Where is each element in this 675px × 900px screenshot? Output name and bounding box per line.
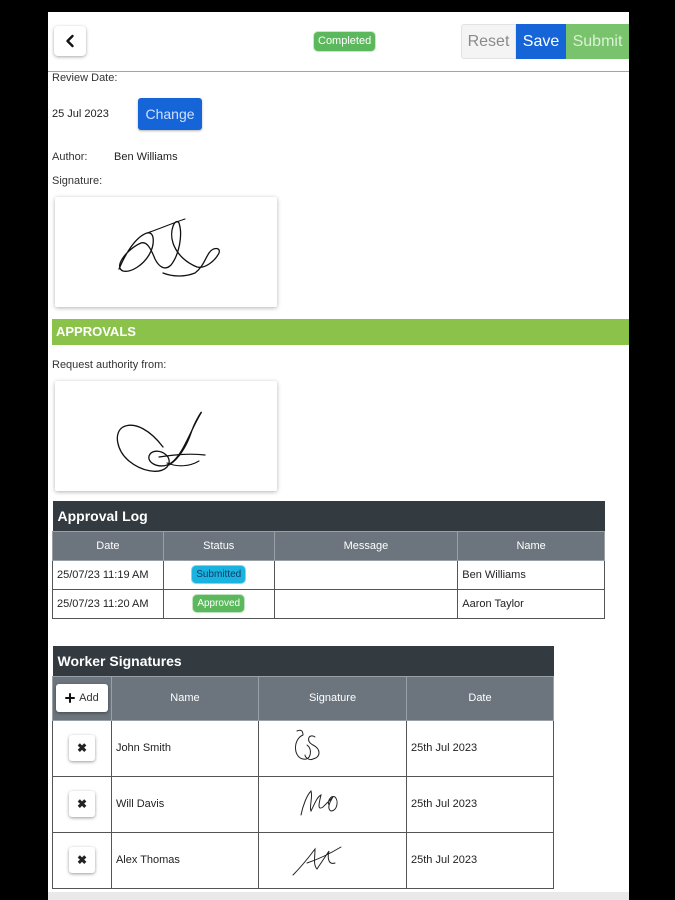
close-icon: ✖	[76, 741, 87, 755]
worker-signatures-table	[52, 646, 554, 889]
plus-icon	[65, 693, 75, 703]
reset-button[interactable]: Reset	[461, 24, 516, 59]
worker-row	[53, 720, 554, 776]
add-worker-label: Add	[79, 692, 99, 704]
worker-col-signature: Signature	[259, 676, 407, 720]
approver-signature-image	[55, 381, 277, 491]
approval-log-col-date: Date	[53, 531, 164, 560]
worker-signature-image	[259, 777, 406, 829]
approval-log-row	[53, 560, 605, 589]
worker-date: 25th Jul 2023	[407, 776, 554, 832]
save-button[interactable]: Save	[516, 24, 566, 59]
add-worker-button[interactable]	[56, 684, 108, 712]
request-authority-label: Request authority from:	[52, 359, 167, 371]
status-badge: Completed	[314, 32, 375, 51]
author-signature-image	[55, 197, 277, 307]
approval-log-row	[53, 589, 605, 618]
review-date-label: Review Date:	[52, 72, 118, 84]
remove-worker-button[interactable]	[69, 847, 95, 873]
author-signature-pad[interactable]	[55, 197, 277, 307]
worker-signature-cell	[259, 832, 407, 888]
approval-log-col-name: Name	[458, 531, 605, 560]
approval-log-date: 25/07/23 11:20 AM	[53, 589, 164, 618]
approval-log-col-message: Message	[274, 531, 458, 560]
worker-signatures-title: Worker Signatures	[53, 646, 554, 676]
close-icon: ✖	[76, 797, 87, 811]
close-icon: ✖	[76, 853, 87, 867]
worker-col-date: Date	[407, 676, 554, 720]
approval-log-table	[52, 501, 605, 619]
approver-signature-pad[interactable]	[55, 381, 277, 491]
worker-name: John Smith	[111, 720, 258, 776]
worker-signature-image	[259, 833, 406, 885]
bottom-strip	[48, 892, 629, 900]
status-pill-approved: Approved	[193, 595, 244, 612]
worker-date: 25th Jul 2023	[407, 832, 554, 888]
author-label: Author:	[52, 151, 88, 163]
back-button[interactable]	[54, 26, 86, 56]
worker-name: Alex Thomas	[111, 832, 258, 888]
approval-log-col-status: Status	[163, 531, 274, 560]
approval-log-name: Ben Williams	[458, 560, 605, 589]
status-pill-submitted: Submitted	[192, 566, 245, 583]
action-button-group	[461, 24, 629, 59]
approvals-section-header: APPROVALS	[52, 319, 629, 345]
worker-signature-image	[259, 721, 406, 773]
worker-col-name: Name	[111, 676, 258, 720]
remove-worker-button[interactable]	[69, 791, 95, 817]
worker-signature-cell	[259, 776, 407, 832]
submit-button[interactable]: Submit	[566, 24, 629, 59]
review-form-page	[48, 12, 629, 900]
signature-label: Signature:	[52, 175, 103, 187]
author-value: Ben Williams	[114, 151, 178, 163]
form-header	[48, 12, 629, 72]
approval-log-title: Approval Log	[53, 501, 605, 531]
worker-signature-cell	[259, 720, 407, 776]
change-date-button[interactable]: Change	[138, 98, 202, 130]
approval-log-name: Aaron Taylor	[458, 589, 605, 618]
review-date-value: 25 Jul 2023	[52, 108, 109, 120]
worker-name: Will Davis	[111, 776, 258, 832]
approval-log-message	[274, 589, 458, 618]
approval-log-message	[274, 560, 458, 589]
worker-row	[53, 776, 554, 832]
remove-worker-button[interactable]	[69, 735, 95, 761]
worker-date: 25th Jul 2023	[407, 720, 554, 776]
chevron-left-icon	[64, 34, 76, 48]
approval-log-date: 25/07/23 11:19 AM	[53, 560, 164, 589]
worker-row	[53, 832, 554, 888]
